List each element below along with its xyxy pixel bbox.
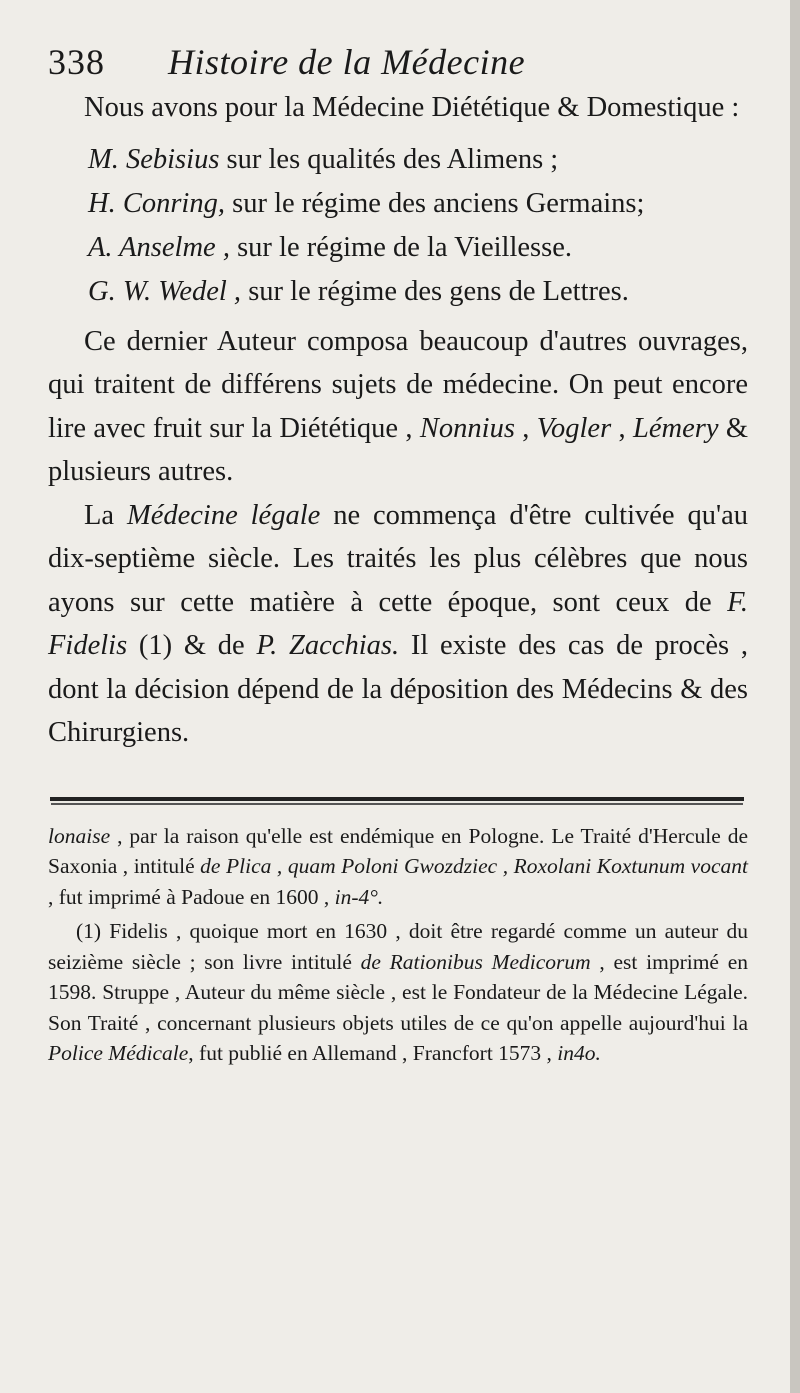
italic-term: Police Médicale xyxy=(48,1041,189,1065)
author-entry xyxy=(88,138,748,182)
text-run: , xyxy=(514,412,537,444)
footnotes xyxy=(48,821,748,1069)
italic-title: de Plica , quam Poloni Gwozdziec , Roxolani Koxtunum vocant xyxy=(200,854,748,878)
text-run: , fut publié en Allemand , Francfort 1573 , xyxy=(188,1041,558,1065)
footnote-rule xyxy=(50,797,744,801)
text-run: , est imprimé en 1598. Struppe , Auteur du même siècle , est le Fondateur de la Médecine Légale. Son Traité , concernant plusieurs objets utiles de ce qu'on appelle aujourd'hui la xyxy=(48,949,748,1035)
running-head xyxy=(48,38,748,86)
text-run: La xyxy=(84,499,127,531)
author-subject: sur le régime de la Vieillesse. xyxy=(237,231,572,263)
italic-title: de Rationibus Medicorum xyxy=(360,949,591,974)
italic-run: in4o. xyxy=(557,1041,601,1065)
italic-run: lonaise xyxy=(48,823,111,848)
italic-author: Nonnius xyxy=(419,412,515,444)
text-run: & plusieurs autres. xyxy=(48,412,749,487)
author-subject: sur le régime des gens de Lettres. xyxy=(248,275,629,307)
author-entry xyxy=(88,182,748,226)
main-text xyxy=(48,86,748,755)
italic-author: P. Zacchias. xyxy=(256,630,400,661)
italic-author: Vogler xyxy=(536,412,612,444)
italic-run: in-4°. xyxy=(334,884,384,909)
text-run: , fut imprimé à Padoue en 1600 , xyxy=(48,884,335,909)
author-name: H. Conring, xyxy=(88,187,225,219)
author-name: G. W. Wedel , xyxy=(88,275,242,307)
text-run: Ce dernier Auteur composa beaucoup d'autres ouvrages, qui traitent de différens sujets de médecine. On peut encore lire avec fruit sur la Diététique , xyxy=(48,325,748,444)
author-list xyxy=(88,138,748,314)
running-title: Histoire de la Médecine xyxy=(168,42,526,82)
author-name: A. Anselme , xyxy=(88,231,230,263)
text-run: ne commença d'être cultivée qu'au dix-septième siècle. Les traités les plus célèbres que nous ayons sur cette matière à cette époque, sont ceux de xyxy=(48,499,748,618)
italic-author: Lémery xyxy=(633,412,719,444)
dietetics-paragraph xyxy=(48,320,748,494)
page-number: 338 xyxy=(48,42,105,82)
footnote-1 xyxy=(48,916,748,1069)
author-entry xyxy=(88,226,748,270)
legal-medicine-paragraph xyxy=(48,494,748,755)
italic-author: F. Fidelis xyxy=(48,586,748,661)
text-run: , xyxy=(611,412,634,444)
author-subject: sur les qualités des Alimens ; xyxy=(226,143,559,175)
intro-paragraph: Nous avons pour la Médecine Diététique & Domestique : xyxy=(84,92,740,123)
italic-term: Médecine légale xyxy=(126,499,321,531)
text-run: (1) & de xyxy=(127,630,257,661)
author-name: M. Sebisius xyxy=(88,143,220,175)
author-subject: sur le régime des anciens Germains; xyxy=(232,187,645,219)
text-run: Il existe des cas de procès , dont la décision dépend de la déposition des Médecins & des Chirurgiens. xyxy=(48,630,748,748)
author-entry xyxy=(88,270,748,314)
text-run: , par la raison qu'elle est endémique en Pologne. Le Traité d'Hercule de Saxonia , intitulé xyxy=(48,823,748,878)
text-run: (1) Fidelis , quoique mort en 1630 , doit être regardé comme un auteur du seizième siècle ; son livre intitulé xyxy=(48,919,748,974)
footnote-continuation xyxy=(48,821,748,913)
